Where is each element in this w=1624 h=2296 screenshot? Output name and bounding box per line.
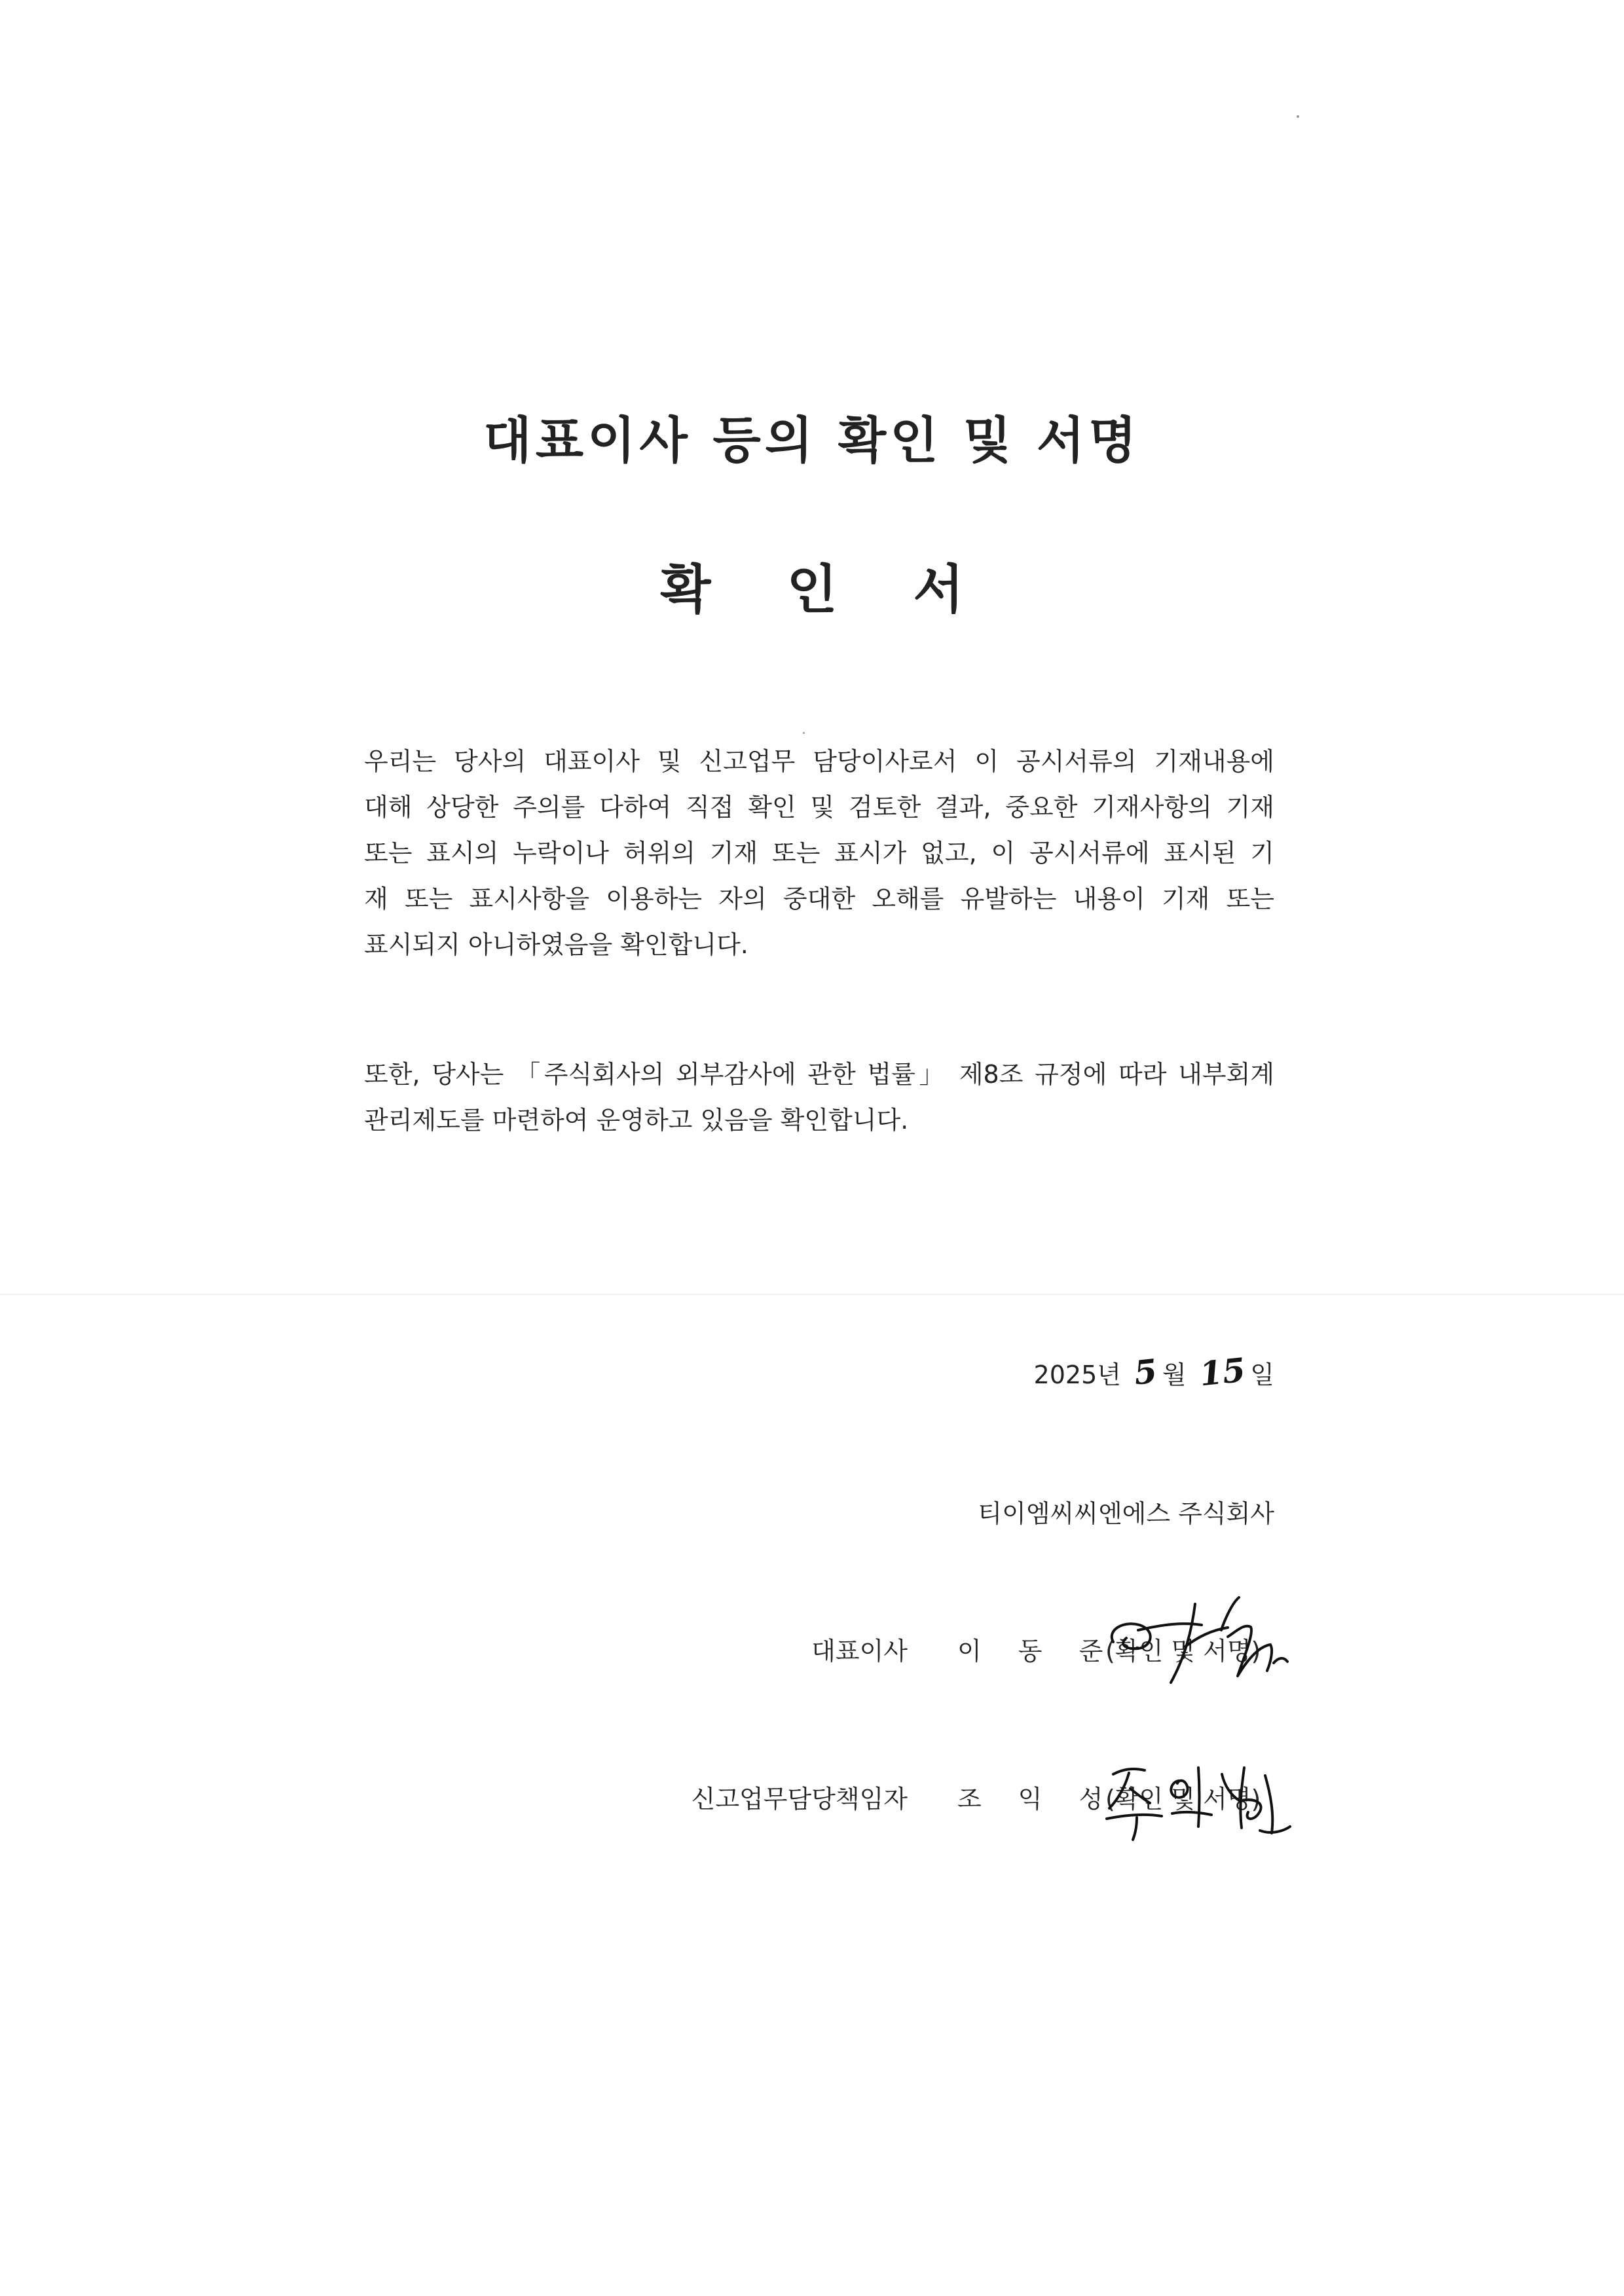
paragraph-line: 관리제도를 마련하여 운영하고 있음을 확인합니다. xyxy=(364,1106,909,1135)
company-name: 티이엠씨씨엔에스 주식회사 xyxy=(978,1499,1274,1528)
document-title: 대표이사 등의 확인 및 서명 xyxy=(483,411,1141,469)
paragraph-line: 표시되지 아니하였음을 확인합니다. xyxy=(364,930,748,959)
signing-date xyxy=(1034,1346,1274,1398)
date-month-unit: 월 xyxy=(1162,1360,1187,1389)
scan-seam-divider xyxy=(0,1294,1624,1295)
paragraph-line: 또한, 당사는 「주식회사의 외부감사에 관한 법률」 제8조 규정에 따라 내부회계 xyxy=(364,1060,1274,1089)
date-month-handwritten: 5 xyxy=(1132,1351,1159,1393)
ceo-signature xyxy=(1087,1584,1303,1702)
paragraph-line: 재 또는 표시사항을 이용하는 자의 중대한 오해를 유발하는 내용이 기재 또는 xyxy=(364,884,1274,913)
date-day-unit: 일 xyxy=(1250,1360,1274,1389)
paragraph-line: 우리는 당사의 대표이사 및 신고업무 담당이사로서 이 공시서류의 기재내용에 xyxy=(364,747,1274,776)
document-subtitle: 확 인 서 xyxy=(660,559,993,620)
scan-speck xyxy=(1297,115,1299,118)
internal-control-paragraph xyxy=(364,1051,1274,1143)
paragraph-line: 대해 상당한 주의를 다하여 직접 확인 및 검토한 결과, 중요한 기재사항의 기재 xyxy=(364,793,1274,822)
reporting-officer-signature xyxy=(1094,1735,1303,1846)
paragraph-line: 또는 표시의 누락이나 허위의 기재 또는 표시가 없고, 이 공시서류에 표시된 기 xyxy=(364,839,1274,867)
signatory-role: 신고업무담당책임자 xyxy=(691,1785,908,1813)
confirm-and-sign-label: (확인 및 서명) xyxy=(1105,1637,1261,1666)
confirmation-paragraph xyxy=(364,738,1274,968)
date-year-unit: 년 xyxy=(1097,1360,1121,1389)
signatory-name: 이 동 준 xyxy=(957,1637,1118,1666)
date-year: 2025 xyxy=(1033,1360,1098,1389)
scan-speck xyxy=(803,732,805,734)
signatory-name: 조 익 성 xyxy=(957,1785,1118,1813)
confirm-and-sign-label: (확인 및 서명) xyxy=(1105,1785,1261,1813)
date-day-handwritten: 15 xyxy=(1197,1350,1247,1394)
signatory-role: 대표이사 xyxy=(811,1637,908,1666)
